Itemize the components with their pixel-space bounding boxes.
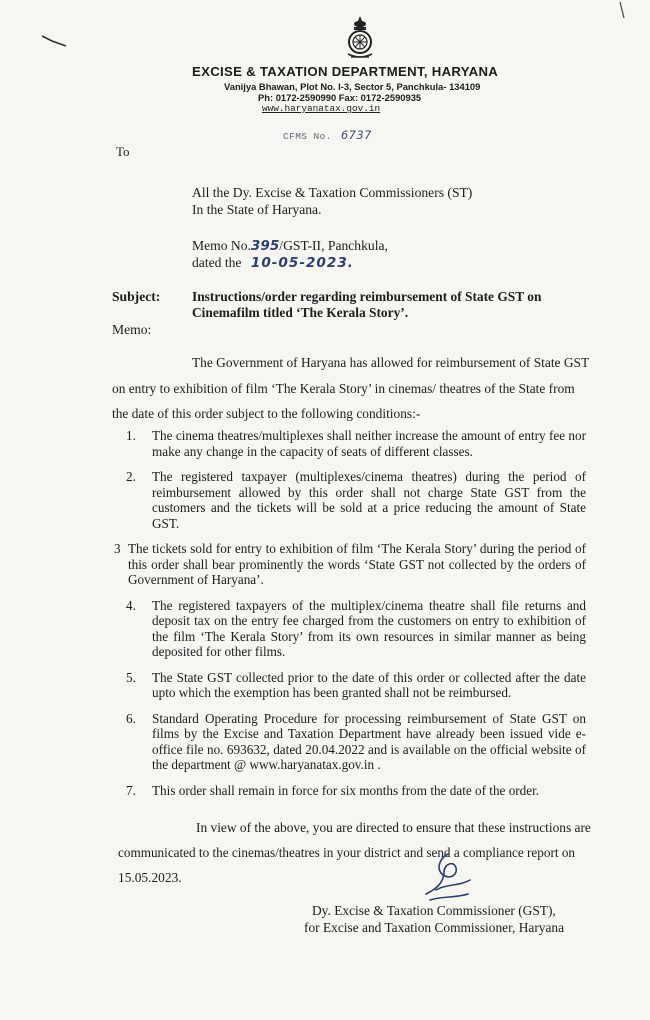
closing-line-1: In view of the above, you are directed to ensure that these instructions are: [196, 820, 591, 835]
department-phone-fax: Ph: 0172-2590990 Fax: 0172-2590935: [258, 92, 422, 103]
closing-line-3: 15.05.2023.: [118, 870, 182, 885]
condition-item: [126, 670, 586, 701]
dated-label: dated the: [192, 255, 242, 270]
condition-number: 2.: [126, 469, 136, 484]
memo-suffix: /GST-II, Panchkula,: [279, 238, 388, 253]
condition-item: [126, 783, 586, 799]
intro-line-2: on entry to exhibition of film ‘The Kerala Story’ in cinemas/ theatres of the State from: [112, 381, 575, 396]
memo-label: Memo:: [112, 322, 152, 337]
haryana-emblem-icon: [345, 14, 375, 62]
closing-line-2: communicated to the cinemas/theatres in your district and send a compliance report on: [118, 845, 576, 860]
condition-item: [126, 469, 586, 531]
intro-line-1: The Government of Haryana has allowed for reimbursement of State GST: [192, 355, 590, 370]
to-label: To: [116, 144, 130, 159]
condition-number: 5.: [126, 669, 136, 685]
signature-icon: [418, 850, 478, 908]
condition-item: [114, 541, 586, 588]
signatory-title: Dy. Excise & Taxation Commissioner (GST),: [312, 903, 556, 918]
conditions-list: [114, 428, 586, 808]
subject-label: Subject:: [112, 289, 161, 304]
department-address: Vanijya Bhawan, Plot No. I-3, Sector 5, Panchkula- 134109: [224, 81, 481, 92]
memo-prefix: Memo No.: [192, 238, 251, 253]
memo-date-handwritten: 10-05-2023.: [250, 255, 354, 271]
intro-line-3: the date of this order subject to the following conditions:-: [112, 406, 421, 421]
pen-mark: [40, 32, 68, 52]
condition-text: This order shall remain in force for six months from the date of the order.: [152, 782, 540, 798]
addressee-line-2: In the State of Haryana.: [192, 202, 322, 217]
condition-number: 4.: [126, 597, 136, 613]
signatory-for: for Excise and Taxation Commissioner, Haryana: [304, 920, 565, 935]
department-title: EXCISE & TAXATION DEPARTMENT, HARYANA: [192, 64, 499, 79]
corner-mark: [618, 0, 642, 20]
department-website: www.haryanatax.gov.in: [262, 103, 381, 114]
condition-number: 1.: [126, 428, 136, 443]
condition-text: The cinema theatres/multiplexes shall neither increase the amount of entry fee nor make any change in the capacity of seats of different classes.: [152, 428, 586, 459]
cfms-number: 6737: [340, 128, 372, 142]
condition-text: The registered taxpayer (multiplexes/cinema theatres) during the period of reimbursement allowed by this order shall not charge State GST from the customers and the tickets will be sold at a price reducing the amount of State GST.: [152, 469, 586, 531]
condition-item: [126, 598, 586, 660]
memo-number: [192, 238, 388, 254]
condition-text: Standard Operating Procedure for processing reimbursement of State GST on films by the Excise and Taxation Department have already been issued vide e-office file no. 693632, dated 20.04.2022 and is available on the official website of the department @ www.haryanatax.gov.in .: [152, 710, 586, 772]
subject-text: Instructions/order regarding reimbursement of State GST on Cinemafilm titled ‘The Kerala Story’.: [192, 289, 542, 320]
memo-date: [192, 255, 354, 271]
cfms-label: CFMS No.: [283, 131, 332, 142]
condition-number: 7.: [126, 782, 136, 798]
condition-number: 3: [114, 541, 121, 556]
condition-number: 6.: [126, 710, 136, 726]
memo-number-handwritten: 395: [250, 238, 280, 254]
condition-item: [126, 711, 586, 773]
addressee-line-1: All the Dy. Excise & Taxation Commissioners (ST): [192, 185, 473, 200]
condition-text: The State GST collected prior to the date of this order or collected after the date upto which the exemption has been granted shall not be reimbursed.: [152, 669, 586, 700]
condition-text: The registered taxpayers of the multiplex/cinema theatre shall file returns and deposit tax on the entry fee charged from the customers on entry to exhibition of the film ‘The Kerala Story’ from its own resources in similar manner as being deposited for other films.: [152, 597, 586, 659]
condition-item: [126, 428, 586, 459]
cfms-stamp: [283, 128, 372, 142]
condition-text: The tickets sold for entry to exhibition of film ‘The Kerala Story’ during the period of this order shall bear prominently the words ‘State GST not collected by the orders of Government of Haryana’.: [128, 541, 586, 587]
